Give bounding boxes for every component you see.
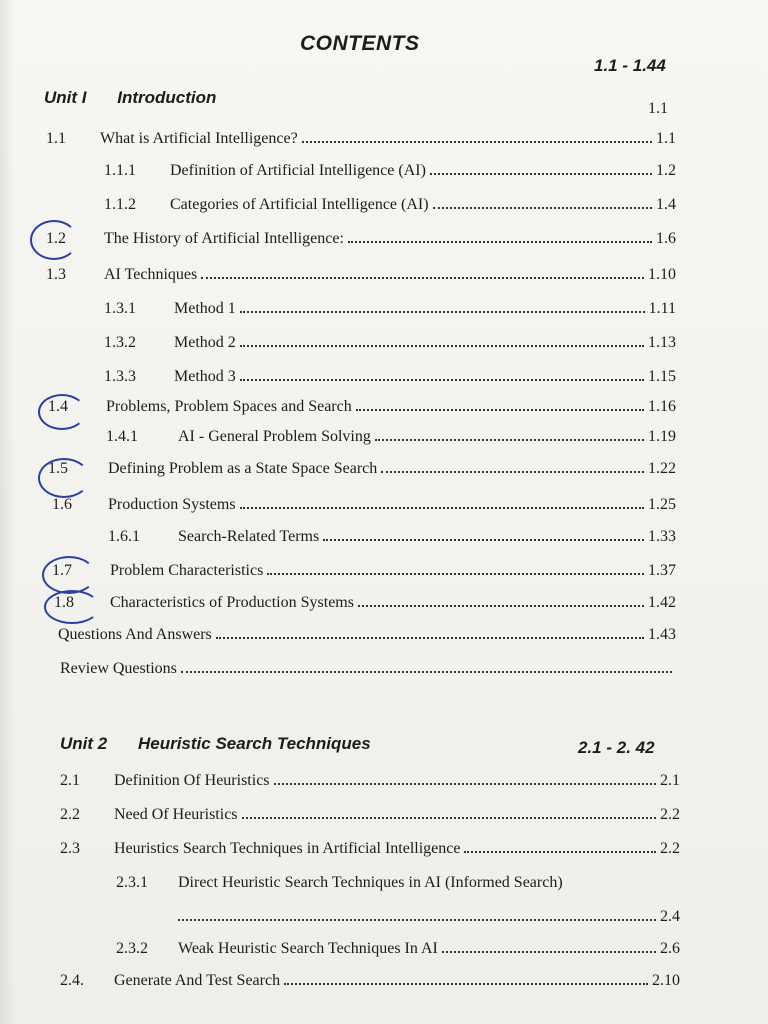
entry-page: 1.6 bbox=[656, 230, 676, 247]
entry-page: 1.16 bbox=[648, 398, 676, 415]
entry-number: 1.6.1 bbox=[108, 528, 140, 545]
entry-page: 1.19 bbox=[648, 428, 676, 445]
entry-number: 2.1 bbox=[60, 772, 80, 789]
entry-page: 1.1 bbox=[656, 130, 676, 147]
entry-number: 1.1 bbox=[46, 130, 66, 147]
entry-page: 1.13 bbox=[648, 334, 676, 351]
entry-number: 2.2 bbox=[60, 806, 80, 823]
ink-circle-1-8 bbox=[44, 590, 100, 624]
ink-circle-1-7 bbox=[42, 556, 96, 594]
entry-title: Questions And Answers bbox=[58, 626, 212, 643]
leader-dots bbox=[240, 310, 645, 313]
leader-dots bbox=[375, 438, 644, 441]
toc-entry bbox=[104, 334, 676, 352]
entry-title: Categories of Artificial Intelligence (AI) bbox=[170, 196, 429, 213]
unit1-name: Introduction bbox=[117, 88, 217, 107]
entry-title: Problems, Problem Spaces and Search bbox=[106, 398, 352, 415]
toc-entry bbox=[60, 840, 680, 858]
entry-number: 2.3.2 bbox=[116, 940, 148, 957]
entry-page: 1.15 bbox=[648, 368, 676, 385]
leader-dots bbox=[274, 782, 656, 785]
unit1-label: Unit I bbox=[44, 88, 87, 107]
entry-number: 1.3.1 bbox=[104, 300, 136, 317]
entry-page: 1.11 bbox=[648, 300, 676, 317]
toc-entry bbox=[54, 594, 676, 612]
entry-page: 2.2 bbox=[660, 840, 680, 857]
entry-number: 2.3.1 bbox=[116, 874, 148, 891]
entry-number: 1.4.1 bbox=[106, 428, 138, 445]
unit2-range: 2.1 - 2. 42 bbox=[578, 738, 655, 757]
unit1-range: 1.1 - 1.44 bbox=[594, 56, 666, 75]
entry-title: Method 1 bbox=[174, 300, 236, 317]
entry-number: 1.3 bbox=[46, 266, 66, 283]
leader-dots bbox=[284, 982, 648, 985]
leader-dots bbox=[442, 950, 656, 953]
entry-number: 1.8 bbox=[54, 594, 74, 611]
toc-entry bbox=[108, 528, 676, 546]
entry-title: Generate And Test Search bbox=[114, 972, 281, 989]
leader-dots bbox=[381, 470, 644, 473]
entry-number: 1.2 bbox=[46, 230, 66, 247]
toc-entry bbox=[60, 972, 680, 990]
unit2-heading bbox=[60, 734, 371, 754]
unit2-name: Heuristic Search Techniques bbox=[137, 734, 371, 753]
entry-number: 1.3.2 bbox=[104, 334, 136, 351]
toc-entry bbox=[52, 496, 676, 514]
entry-title: Need Of Heuristics bbox=[114, 806, 238, 823]
ink-circle-1-4 bbox=[38, 394, 86, 430]
entry-page: 1.33 bbox=[648, 528, 676, 545]
entry-title: Weak Heuristic Search Techniques In AI bbox=[178, 940, 438, 957]
leader-dots bbox=[240, 378, 644, 381]
entry-title: Review Questions bbox=[60, 660, 177, 677]
toc-entry bbox=[52, 562, 676, 580]
leader-dots bbox=[240, 344, 644, 347]
entry-title: Production Systems bbox=[108, 496, 236, 513]
entry-number: 1.3.3 bbox=[104, 368, 136, 385]
entry-page: 1.25 bbox=[648, 496, 676, 513]
entry-number: 2.3 bbox=[60, 840, 80, 857]
entry-title: Problem Characteristics bbox=[110, 562, 264, 579]
page-shadow bbox=[0, 0, 14, 1024]
entry-page: 1.22 bbox=[648, 460, 676, 477]
leader-dots bbox=[430, 172, 652, 175]
toc-entry bbox=[104, 368, 676, 386]
entry-title: Definition of Artificial Intelligence (AI) bbox=[170, 162, 426, 179]
entry-number: 1.1.1 bbox=[104, 162, 136, 179]
entry-page: 2.10 bbox=[652, 972, 680, 989]
leader-dots bbox=[201, 276, 644, 279]
entry-page: 2.2 bbox=[660, 806, 680, 823]
toc-entry-continuation bbox=[178, 908, 680, 926]
entry-title: Definition Of Heuristics bbox=[114, 772, 270, 789]
leader-dots bbox=[242, 816, 656, 819]
leader-dots bbox=[323, 538, 644, 541]
page-title: CONTENTS bbox=[300, 32, 420, 55]
toc-entry bbox=[46, 230, 676, 248]
entry-title: Search-Related Terms bbox=[178, 528, 320, 545]
toc-entry bbox=[116, 874, 680, 892]
leader-dots bbox=[356, 408, 644, 411]
entry-title: Characteristics of Production Systems bbox=[110, 594, 354, 611]
entry-page: 1.42 bbox=[648, 594, 676, 611]
toc-entry bbox=[60, 660, 676, 678]
leader-dots bbox=[178, 918, 656, 921]
unit1-heading bbox=[44, 88, 216, 108]
entry-number: 2.4. bbox=[60, 972, 84, 989]
toc-entry bbox=[60, 772, 680, 790]
entry-number: 1.4 bbox=[48, 398, 68, 415]
toc-entry bbox=[106, 428, 676, 446]
entry-title: Method 2 bbox=[174, 334, 236, 351]
entry-title: What is Artificial Intelligence? bbox=[100, 130, 298, 147]
leader-dots bbox=[181, 670, 672, 673]
toc-entry bbox=[116, 940, 680, 958]
leader-dots bbox=[240, 506, 644, 509]
toc-entry bbox=[46, 130, 676, 148]
leader-dots bbox=[216, 636, 644, 639]
leader-dots bbox=[433, 206, 652, 209]
ink-circle-1-5 bbox=[38, 458, 90, 498]
toc-entry bbox=[48, 460, 676, 478]
entry-number: 1.1.2 bbox=[104, 196, 136, 213]
ink-circle-1-2 bbox=[30, 220, 78, 260]
entry-number: 1.7 bbox=[52, 562, 72, 579]
toc-entry bbox=[104, 196, 676, 214]
entry-page: 1.37 bbox=[648, 562, 676, 579]
entry-page: 2.6 bbox=[660, 940, 680, 957]
entry-page: 1.43 bbox=[648, 626, 676, 643]
leader-dots bbox=[302, 140, 652, 143]
entry-number: 1.6 bbox=[52, 496, 72, 513]
toc-entry bbox=[104, 300, 676, 318]
entry-page: 1.4 bbox=[656, 196, 676, 213]
toc-entry bbox=[60, 806, 680, 824]
entry-title: AI Techniques bbox=[104, 266, 198, 283]
entry-title: AI - General Problem Solving bbox=[178, 428, 371, 445]
entry-page: 1.10 bbox=[648, 266, 676, 283]
toc-entry bbox=[46, 266, 676, 284]
toc-entry bbox=[58, 626, 676, 644]
toc-entry bbox=[104, 162, 676, 180]
toc-entry bbox=[48, 398, 676, 416]
entry-page: 1.2 bbox=[656, 162, 676, 179]
entry-title: Direct Heuristic Search Techniques in AI (Informed Search) bbox=[178, 874, 563, 891]
entry-number: 1.5 bbox=[48, 460, 68, 477]
entry-page: 2.4 bbox=[660, 908, 680, 925]
leader-dots bbox=[267, 572, 644, 575]
entry-title: Heuristics Search Techniques in Artificial Intelligence bbox=[114, 840, 461, 857]
leader-dots bbox=[348, 240, 652, 243]
entry-title: Defining Problem as a State Space Search bbox=[108, 460, 378, 477]
unit2-label: Unit 2 bbox=[60, 734, 108, 753]
entry-title: The History of Artificial Intelligence: bbox=[104, 230, 344, 247]
unit1-top-page: 1.1 bbox=[648, 100, 668, 117]
entry-title: Method 3 bbox=[174, 368, 236, 385]
entry-page: 2.1 bbox=[660, 772, 680, 789]
leader-dots bbox=[464, 850, 656, 853]
leader-dots bbox=[358, 604, 644, 607]
